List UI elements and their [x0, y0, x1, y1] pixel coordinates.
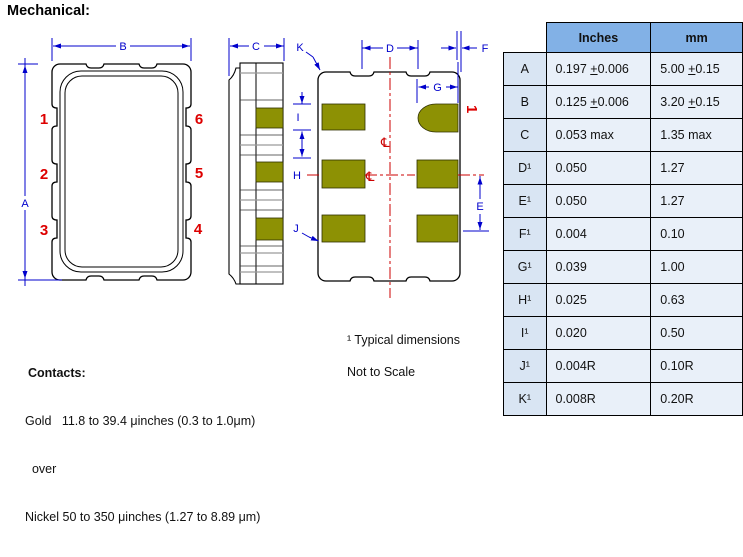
pad-2 — [322, 160, 365, 188]
table-header-row — [504, 23, 743, 53]
dim-label-J: J — [293, 223, 299, 235]
inches-cell: 0.020 — [546, 317, 651, 350]
inches-header: Inches — [546, 23, 651, 53]
table-row — [504, 53, 743, 86]
mm-cell: 1.27 — [651, 152, 743, 185]
mm-cell: 0.50 — [651, 317, 743, 350]
pin-label-5: 5 — [194, 165, 204, 182]
side-pad — [256, 218, 283, 240]
side-pad — [256, 108, 283, 128]
inches-cell: 0.125 +0.006 — [546, 86, 651, 119]
dim-label-cell: D¹ — [504, 152, 547, 185]
dim-label-cell: I¹ — [504, 317, 547, 350]
pad-4 — [417, 215, 458, 242]
dim-label-cell: H¹ — [504, 284, 547, 317]
dim-K — [296, 42, 320, 70]
pin-label-6: 6 — [194, 111, 204, 128]
table-row — [504, 251, 743, 284]
mm-cell: 0.63 — [651, 284, 743, 317]
inches-cell: 0.025 — [546, 284, 651, 317]
pad-1 — [322, 104, 365, 130]
dim-label-D: D — [386, 43, 394, 55]
inches-cell: 0.039 — [546, 251, 651, 284]
centerline-symbol: ℄ — [381, 136, 390, 151]
dim-label-cell: K¹ — [504, 383, 547, 416]
dim-label-K: K — [296, 42, 304, 54]
dim-label-E: E — [476, 201, 484, 213]
mm-header: mm — [651, 23, 743, 53]
table-row — [504, 152, 743, 185]
pad-6-rounded — [418, 104, 458, 132]
inches-cell: 0.197 +0.006 — [546, 53, 651, 86]
pad-3 — [322, 215, 365, 242]
dim-label-cell: A — [504, 53, 547, 86]
dim-E — [463, 176, 489, 231]
table-row — [504, 383, 743, 416]
contacts-line-gold: Gold 11.8 to 39.4 μinches (0.3 to 1.0μm) — [25, 414, 256, 428]
dim-label-cell: E¹ — [504, 185, 547, 218]
dim-label-I: I — [296, 112, 300, 124]
dim-label-cell: J¹ — [504, 350, 547, 383]
corner-cell — [504, 23, 547, 53]
table-row — [504, 185, 743, 218]
dim-label-G: G — [433, 82, 442, 94]
pad-5 — [417, 160, 458, 188]
dim-label-A: A — [21, 198, 29, 210]
dim-label-cell: B — [504, 86, 547, 119]
note-typical-dimensions: ¹ Typical dimensions — [347, 333, 461, 347]
table-row — [504, 317, 743, 350]
mm-cell: 0.20R — [651, 383, 743, 416]
dim-label-F: F — [481, 43, 489, 55]
page-title: Mechanical: — [7, 3, 90, 19]
table-row — [504, 284, 743, 317]
contacts-block — [25, 333, 260, 557]
contacts-line-over: over — [25, 462, 57, 476]
dim-label-B: B — [119, 41, 127, 53]
note-not-to-scale: Not to Scale — [347, 365, 416, 379]
package-side-view — [229, 38, 284, 284]
dim-F — [441, 31, 489, 72]
mm-cell: 0.10 — [651, 218, 743, 251]
package-top-view — [18, 38, 203, 286]
dim-B — [52, 38, 191, 61]
inches-cell: 0.050 — [546, 152, 651, 185]
land-pattern-view — [293, 31, 489, 298]
inches-cell: 0.004R — [546, 350, 651, 383]
inches-cell: 0.050 — [546, 185, 651, 218]
mm-cell: 1.27 — [651, 185, 743, 218]
inches-cell: 0.004 — [546, 218, 651, 251]
dim-H — [293, 170, 301, 182]
pin-label-3: 3 — [39, 222, 49, 239]
mm-cell: 3.20 +0.15 — [651, 86, 743, 119]
pin-label-2: 2 — [39, 166, 49, 183]
dim-I — [293, 92, 311, 158]
mm-cell: 5.00 +0.15 — [651, 53, 743, 86]
inches-cell: 0.053 max — [546, 119, 651, 152]
contacts-heading: Contacts: — [28, 366, 86, 380]
pin-label-4: 4 — [193, 221, 203, 238]
side-pad — [256, 162, 283, 182]
side-lid-profile — [229, 68, 240, 284]
dim-label-cell: G¹ — [504, 251, 547, 284]
dim-label-H: H — [293, 170, 301, 182]
dim-label-cell: F¹ — [504, 218, 547, 251]
centerline-symbol: ℄ — [366, 170, 375, 185]
contacts-line-nickel: Nickel 50 to 350 μinches (1.27 to 8.89 μm) — [25, 510, 261, 524]
dim-label-cell: C — [504, 119, 547, 152]
dim-label-C: C — [252, 41, 260, 53]
dim-J — [293, 223, 318, 241]
mm-cell: 1.35 max — [651, 119, 743, 152]
table-row — [504, 218, 743, 251]
mm-cell: 1.00 — [651, 251, 743, 284]
package-outline — [52, 64, 191, 280]
mm-cell: 0.10R — [651, 350, 743, 383]
table-row — [504, 350, 743, 383]
dimensions-table — [503, 22, 743, 416]
table-row — [504, 119, 743, 152]
pin-label-1: 1 — [39, 111, 49, 128]
mechanical-drawing — [0, 0, 500, 320]
pin1-marker: 1 — [463, 105, 480, 114]
inches-cell: 0.008R — [546, 383, 651, 416]
table-row — [504, 86, 743, 119]
